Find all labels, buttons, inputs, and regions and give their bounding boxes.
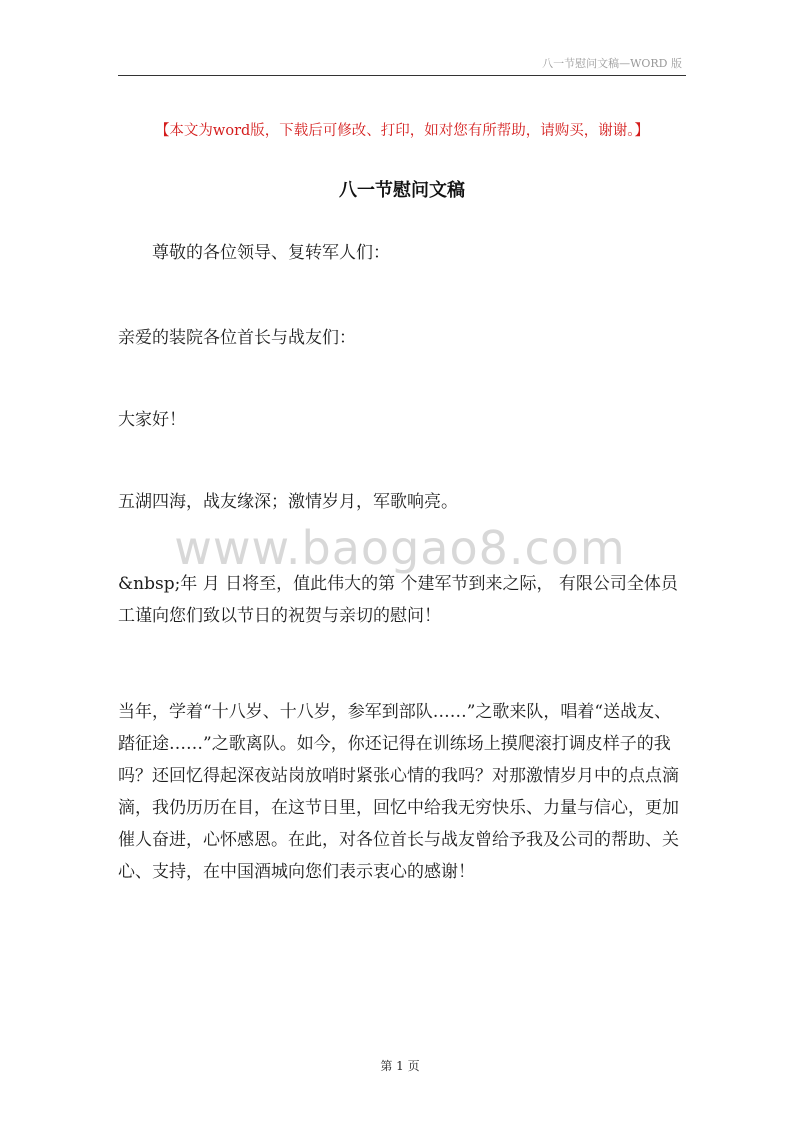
- running-header: 八一节慰问文稿—WORD 版: [542, 57, 682, 70]
- download-notice: 【本文为word版，下载后可修改、打印，如对您有所帮助，请购买，谢谢。】: [154, 123, 650, 139]
- hello-paragraph: 大家好！: [118, 410, 186, 430]
- header-divider: [118, 75, 686, 76]
- festival-paragraph: &nbsp;年 月 日将至，值此伟大的第 个建军节到来之际， 有限公司全体员工谨向您们致以节日的祝贺与亲切的慰问！: [118, 574, 678, 626]
- intro-paragraph: 五湖四海，战友缘深；激情岁月，军歌响亮。: [118, 492, 458, 512]
- memories-paragraph: 当年，学着“十八岁、十八岁，参军到部队……”之歌来队，唱着“送战友、踏征途……”之歌离队。如今，你还记得在训练场上摸爬滚打调皮样子的我吗？还回忆得起深夜站岗放哨时紧张心情的我吗？对那激情岁月中的点点滴滴，我仍历历在目，在这节日里，回忆中给我无穷快乐、力量与信心，更加催人奋进，心怀感恩。在此，对各位首长与战友曾给予我及公司的帮助、关心、支持，在中国酒城向您们表示衷心的感谢！: [118, 702, 679, 882]
- salutation-paragraph: 尊敬的各位领导、复转军人们：: [152, 243, 390, 263]
- page-number: 第 1 页: [380, 1059, 420, 1073]
- greeting-paragraph: 亲爱的装院各位首长与战友们：: [118, 328, 356, 348]
- watermark: www.baogao8.com: [174, 521, 626, 575]
- document-title: 八一节慰问文稿: [339, 180, 465, 201]
